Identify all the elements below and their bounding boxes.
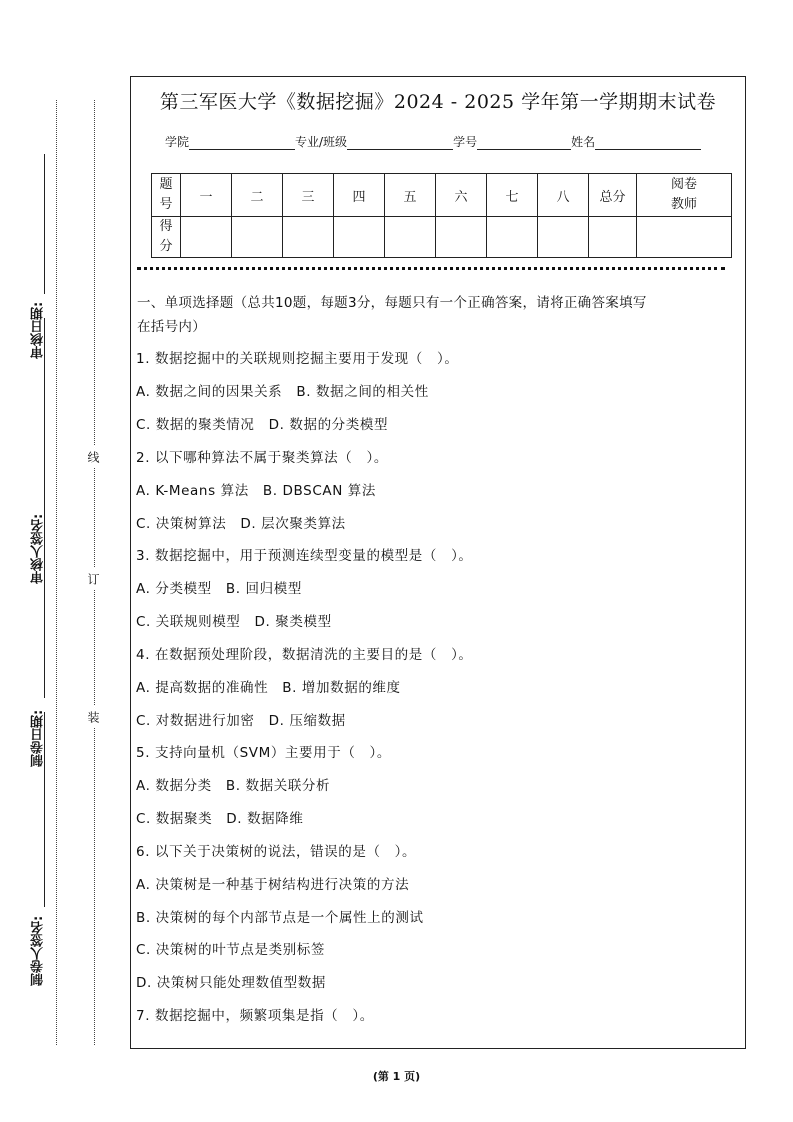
- bind-char-staple: 订: [84, 568, 104, 590]
- total-score-header: 总分: [589, 174, 637, 217]
- score-cell-total[interactable]: [589, 217, 637, 258]
- question-1-options-cd: C. 数据的聚类情况 D. 数据的分类模型: [136, 417, 389, 433]
- score-table-header-row: [152, 174, 732, 217]
- section-1-instructions: [137, 291, 737, 339]
- col-header-3: 三: [283, 174, 334, 217]
- student-info-row: [165, 133, 735, 150]
- score-cell-6[interactable]: [436, 217, 487, 258]
- score-table: [151, 173, 732, 258]
- college-input-line[interactable]: [189, 136, 295, 150]
- col-header-7: 七: [487, 174, 538, 217]
- question-1-options-ab: A. 数据之间的因果关系 B. 数据之间的相关性: [136, 384, 429, 400]
- name-label: 姓名: [571, 135, 596, 149]
- exam-title: 第三军医大学《数据挖掘》2024 - 2025 学年第一学期期末试卷: [159, 91, 717, 113]
- score-table-score-row: [152, 217, 732, 258]
- section-divider: [137, 267, 725, 270]
- col-header-5: 五: [385, 174, 436, 217]
- question-2-options-ab: A. K-Means 算法 B. DBSCAN 算法: [136, 483, 376, 499]
- student-id-input-line[interactable]: [477, 136, 571, 150]
- reviewer-header: 阅卷 教师: [637, 174, 732, 217]
- score-cell-1[interactable]: [181, 217, 232, 258]
- col-header-8: 八: [538, 174, 589, 217]
- review-date-label: 审核日期:: [31, 301, 46, 359]
- student-id-label: 学号: [453, 135, 478, 149]
- score-cell-4[interactable]: [334, 217, 385, 258]
- college-label: 学院: [165, 135, 190, 149]
- question-5-options-ab: A. 数据分类 B. 数据关联分析: [136, 778, 331, 794]
- paper-date-field: [24, 706, 54, 776]
- question-6: 6. 以下关于决策树的说法，错误的是（ ）。: [136, 844, 417, 860]
- question-6-option-c: C. 决策树的叶节点是类别标签: [136, 942, 326, 958]
- bind-char-line: 线: [84, 446, 104, 468]
- question-2: 2. 以下哪种算法不属于聚类算法（ ）。: [136, 450, 388, 466]
- question-6-option-d: D. 决策树只能处理数值型数据: [136, 975, 326, 991]
- question-3-options-ab: A. 分类模型 B. 回归模型: [136, 581, 302, 597]
- reviewer-signature-label: 审核人签名:: [31, 513, 46, 585]
- col-header-6: 六: [436, 174, 487, 217]
- section-1-intro-line-2: 在括号内）: [137, 319, 206, 335]
- paper-maker-signature-label: 制卷人签名:: [31, 915, 46, 987]
- bind-char-bind: 装: [84, 706, 104, 728]
- col-header-4: 四: [334, 174, 385, 217]
- section-1-intro-line-1: 一、单项选择题（总共10题，每题3分，每题只有一个正确答案，请将正确答案填写: [137, 295, 647, 311]
- question-1: 1. 数据挖掘中的关联规则挖掘主要用于发现（ ）。: [136, 351, 459, 367]
- question-5: 5. 支持向量机（SVM）主要用于（ ）。: [136, 745, 391, 761]
- major-class-label: 专业/班级: [295, 135, 348, 149]
- question-5-options-cd: C. 数据聚类 D. 数据降维: [136, 811, 304, 827]
- question-3: 3. 数据挖掘中，用于预测连续型变量的模型是（ ）。: [136, 548, 473, 564]
- score-row-label: 得 分: [152, 217, 181, 258]
- paper-date-underline[interactable]: [44, 498, 45, 698]
- score-cell-3[interactable]: [283, 217, 334, 258]
- review-date-underline[interactable]: [44, 154, 45, 294]
- binding-dotted-line-outer: [56, 100, 57, 1045]
- score-cell-7[interactable]: [487, 217, 538, 258]
- reviewer-signature-field: [24, 508, 54, 598]
- reviewer-signature-underline[interactable]: [44, 318, 45, 503]
- question-4-options-cd: C. 对数据进行加密 D. 压缩数据: [136, 713, 346, 729]
- question-6-option-a: A. 决策树是一种基于树结构进行决策的方法: [136, 877, 410, 893]
- score-cell-2[interactable]: [232, 217, 283, 258]
- exam-frame: [130, 76, 746, 1049]
- page-number: (第 1 页): [372, 1070, 421, 1083]
- score-cell-8[interactable]: [538, 217, 589, 258]
- question-6-option-b: B. 决策树的每个内部节点是一个属性上的测试: [136, 910, 424, 926]
- score-cell-reviewer[interactable]: [637, 217, 732, 258]
- paper-maker-signature-field: [24, 912, 54, 992]
- question-2-options-cd: C. 决策树算法 D. 层次聚类算法: [136, 516, 346, 532]
- question-4-options-ab: A. 提高数据的准确性 B. 增加数据的维度: [136, 680, 401, 696]
- paper-date-label: 制卷日期:: [31, 709, 46, 767]
- col-header-2: 二: [232, 174, 283, 217]
- paper-maker-signature-underline[interactable]: [44, 712, 45, 907]
- score-cell-5[interactable]: [385, 217, 436, 258]
- col-header-1: 一: [181, 174, 232, 217]
- question-number-header: 题 号: [152, 174, 181, 217]
- question-3-options-cd: C. 关联规则模型 D. 聚类模型: [136, 614, 332, 630]
- question-4: 4. 在数据预处理阶段，数据清洗的主要目的是（ ）。: [136, 647, 473, 663]
- name-input-line[interactable]: [595, 136, 701, 150]
- question-7: 7. 数据挖掘中，频繁项集是指（ ）。: [136, 1008, 374, 1024]
- major-class-input-line[interactable]: [347, 136, 453, 150]
